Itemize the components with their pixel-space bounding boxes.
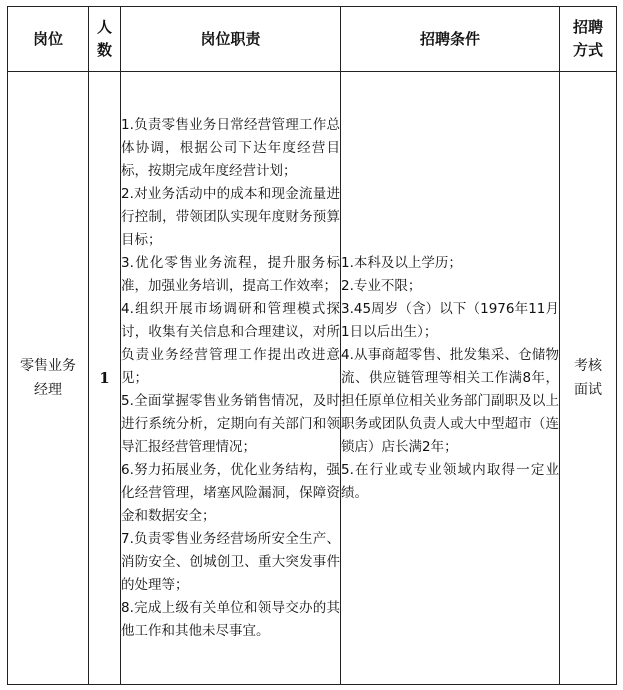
method-line2: 面试 [574,382,602,398]
header-method [560,7,617,72]
header-headcount [89,7,121,72]
requirements-cell [341,72,560,685]
duties-cell [121,72,341,685]
header-method-line2: 方式 [572,41,603,59]
requirement-item-1: 1.本科及以上学历； [341,254,462,271]
position-line1: 零售业务 [20,358,76,374]
job-table [7,6,617,685]
duty-item-7: 7.负责零售业务经营场所安全生产、消防安全、创城创卫、重大突发事件的处理等； [121,530,340,593]
duty-item-3: 3.优化零售业务流程，提升服务标准，加强业务培训，提高工作效率； [121,254,340,294]
table-header-row [8,7,617,72]
table-row [8,72,617,685]
requirement-item-2: 2.专业不限； [341,277,422,294]
requirement-item-5: 5.在行业或专业领域内取得一定业绩。 [341,461,559,501]
duty-item-1: 1.负责零售业务日常经营管理工作总体协调，根据公司下达年度经营目标，按期完成年度经营计划； [121,116,340,179]
method-cell [560,72,617,685]
duty-item-4: 4.组织开展市场调研和管理模式探讨，收集有关信息和合理建议，对所负责业务经营管理工作提出改进意见； [121,300,340,386]
header-duties: 岗位职责 [121,7,341,72]
position-cell [8,72,89,685]
headcount-cell: 1 [89,72,121,685]
header-position: 岗位 [8,7,89,72]
duty-item-2: 2.对业务活动中的成本和现金流量进行控制，带领团队实现年度财务预算目标； [121,185,340,248]
header-headcount-line2: 数 [96,41,112,59]
duty-item-5: 5.全面掌握零售业务销售情况，及时进行系统分析，定期向有关部门和领导汇报经营管理情况； [121,392,340,455]
method-line1: 考核 [574,358,602,374]
header-headcount-line1: 人 [96,18,112,36]
position-line2: 经理 [34,382,62,398]
header-requirements: 招聘条件 [341,7,560,72]
duty-item-6: 6.努力拓展业务，优化业务结构，强化经营管理，堵塞风险漏洞，保障资金和数据安全； [121,461,340,524]
header-method-line1: 招聘 [572,18,603,36]
duty-item-8: 8.完成上级有关单位和领导交办的其他工作和其他未尽事宜。 [121,599,340,639]
requirement-item-3: 3.45周岁（含）以下（1976年11月1日以后出生）； [341,300,559,340]
requirement-item-4: 4.从事商超零售、批发集采、仓储物流、供应链管理等相关工作满8年，担任原单位相关业务部门副职及以上职务或团队负责人或大中型超市（连锁店）店长满2年； [341,346,559,455]
